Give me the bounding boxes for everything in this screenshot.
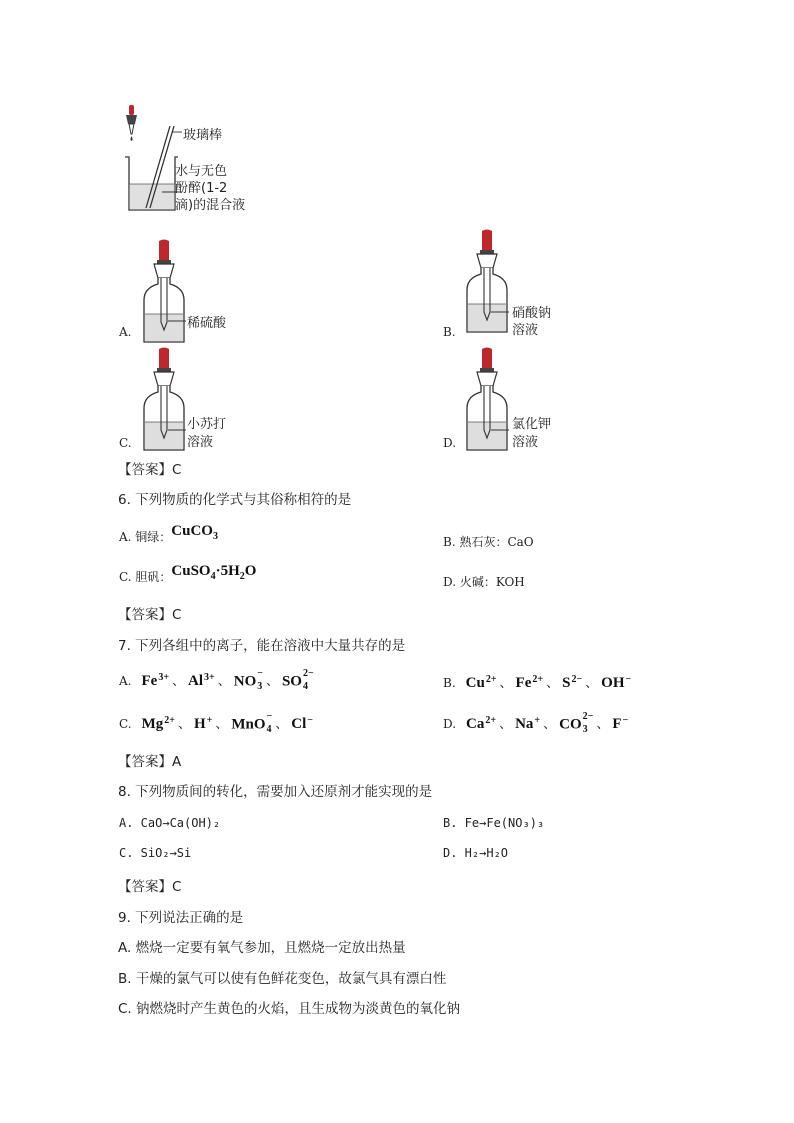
q9-option-b: B. 干燥的氯气可以使有色鲜花变色，故氯气具有漂白性: [118, 971, 447, 987]
ion-symbol: Mg: [141, 716, 164, 732]
ion-symbol: Fe: [515, 675, 532, 691]
ion-charge: +: [534, 715, 541, 727]
option-letter-b: B.: [443, 325, 456, 339]
ion: [612, 716, 628, 733]
q9-option-c: C. 钠燃烧时产生黄色的火焰，且生成物为淡黄色的氧化钠: [118, 1001, 461, 1017]
ion-separator: 、: [585, 676, 599, 691]
ion-separator: 、: [172, 674, 186, 689]
bottle-figure-d: [463, 346, 553, 454]
q5-answer: 【答案】C: [118, 462, 182, 478]
q7-option-a-ions: [141, 667, 314, 692]
ion-charge: 2−: [582, 710, 594, 722]
ion-symbol: NO: [233, 673, 257, 689]
ion-subscript: 3: [257, 680, 263, 692]
ion-separator: 、: [215, 717, 229, 732]
ion-symbol: Fe: [141, 673, 158, 689]
ion-charge: 3+: [158, 672, 170, 684]
ion: [141, 673, 169, 690]
q7-stem: 7. 下列各组中的离子，能在溶液中大量共存的是: [118, 638, 406, 654]
ion-symbol: Na: [515, 716, 534, 732]
ion: [281, 667, 314, 692]
q7-option-c-ions: [141, 710, 313, 735]
ion-separator: 、: [499, 717, 513, 732]
ion-separator: 、: [275, 717, 289, 732]
ion-symbol: SO: [281, 673, 302, 689]
ion-charge: −: [625, 674, 632, 686]
ion-separator: 、: [543, 717, 557, 732]
ion-symbol: MnO: [231, 716, 266, 732]
q6-option-b: B. 熟石灰：CaO: [443, 535, 534, 549]
q8-stem: 8. 下列物质间的转化，需要加入还原剂才能实现的是: [118, 784, 433, 800]
option-letter-d: D.: [443, 436, 457, 450]
q8-option-d: D. H₂→H₂O: [443, 846, 509, 860]
q6-stem: 6. 下列物质的化学式与其俗称相符的是: [118, 492, 352, 508]
label-glass-rod: 玻璃棒: [183, 128, 223, 143]
q9-option-a: A. 燃烧一定要有氧气参加，且燃烧一定放出热量: [118, 940, 406, 956]
ion: [559, 710, 594, 735]
ion-charge: 2+: [485, 715, 497, 727]
ion-charge: 2+: [485, 674, 497, 686]
q6-option-d: D. 火碱：KOH: [443, 575, 525, 589]
label-sodium-nitrate-line2: 溶液: [512, 323, 539, 338]
label-baking-soda-line1: 小苏打: [187, 417, 227, 432]
ion-charge: −: [307, 715, 313, 727]
q7-option-d: [443, 710, 629, 735]
ion-separator: 、: [217, 674, 231, 689]
ion-charge: +: [206, 715, 213, 727]
ion-separator: 、: [265, 674, 279, 689]
q6-answer: 【答案】C: [118, 607, 182, 623]
ion: [194, 716, 212, 733]
bottle-figure-c: [140, 346, 230, 454]
q7-option-c-letter: C.: [119, 717, 132, 731]
ion-subscript: 3: [582, 723, 588, 735]
q7-option-d-letter: D.: [443, 717, 457, 731]
ion-separator: 、: [596, 717, 610, 732]
q7-option-b-ions: [466, 672, 632, 691]
label-mixture-line3: 滴)的混合液: [175, 198, 246, 213]
ion: [515, 716, 540, 733]
q8-answer: 【答案】C: [118, 879, 182, 895]
ion-separator: 、: [177, 717, 191, 732]
option-letter-c: C.: [119, 436, 132, 450]
ion: [562, 675, 582, 692]
ion-symbol: Al: [188, 673, 204, 689]
ion-separator: 、: [499, 676, 513, 691]
ion: [233, 667, 263, 692]
label-dilute-sulfuric-acid: 稀硫酸: [187, 316, 227, 331]
label-potassium-chloride-line1: 氯化钾: [512, 417, 552, 432]
ion: [142, 716, 175, 733]
ion: [516, 675, 544, 692]
q9-stem: 9. 下列说法正确的是: [118, 910, 244, 926]
q6-option-c: [119, 563, 257, 588]
ion-symbol: F: [612, 716, 622, 732]
q6-option-a-formula: CuCO$_3$: [171, 523, 218, 542]
ion-symbol: Cl: [291, 716, 307, 732]
q7-option-a: [119, 667, 314, 692]
q8-option-b: B. Fe→Fe(NO₃)₃: [443, 816, 545, 830]
q7-option-a-letter: A.: [119, 674, 132, 688]
ion: [466, 675, 497, 692]
ion: [291, 716, 313, 733]
label-potassium-chloride-line2: 溶液: [512, 435, 539, 450]
q6-option-c-prefix: C. 胆矾：: [119, 570, 172, 584]
q7-option-b-letter: B.: [443, 676, 456, 690]
ion-charge: −: [257, 667, 263, 679]
q8-option-a: A. CaO→Ca(OH)₂: [119, 816, 221, 830]
ion: [231, 710, 273, 735]
label-mixture-line1: 水与无色: [175, 164, 228, 179]
q7-answer: 【答案】A: [118, 754, 182, 770]
ion-subscript: 4: [266, 723, 272, 735]
ion-symbol: Cu: [465, 675, 485, 691]
q7-option-b: [443, 672, 631, 692]
ion-symbol: H: [193, 716, 206, 732]
q6-option-a-prefix: A. 铜绿：: [119, 530, 172, 544]
label-sodium-nitrate-line1: 硝酸钠: [512, 306, 552, 321]
ion-charge: 3+: [204, 672, 215, 684]
q7-option-c: [119, 710, 313, 735]
ion: [466, 716, 496, 733]
ion: [601, 675, 631, 692]
ion-separator: 、: [546, 676, 560, 691]
q6-option-a: [119, 523, 218, 548]
ion-charge: −: [266, 710, 273, 722]
ion: [188, 673, 215, 690]
q8-option-c: C. SiO₂→Si: [119, 846, 192, 860]
q6-option-c-formula: $CuSO_4\cdot 5H_2O$: [171, 563, 257, 582]
ion-symbol: CO: [559, 716, 582, 732]
ion-symbol: Ca: [466, 716, 485, 732]
label-baking-soda-line2: 溶液: [187, 435, 214, 450]
ion-symbol: S: [562, 675, 571, 691]
ion-charge: 2+: [164, 715, 175, 727]
q7-option-d-ions: [466, 710, 629, 735]
ion-symbol: OH: [601, 675, 625, 691]
ion-subscript: 4: [302, 680, 308, 692]
option-letter-a: A.: [119, 325, 132, 339]
ion-charge: 2−: [302, 667, 314, 679]
label-mixture-line2: 酚醉(1-2: [175, 181, 228, 196]
ion-charge: −: [622, 715, 629, 727]
ion-charge: 2+: [532, 674, 544, 686]
ion-charge: 2−: [571, 674, 583, 686]
